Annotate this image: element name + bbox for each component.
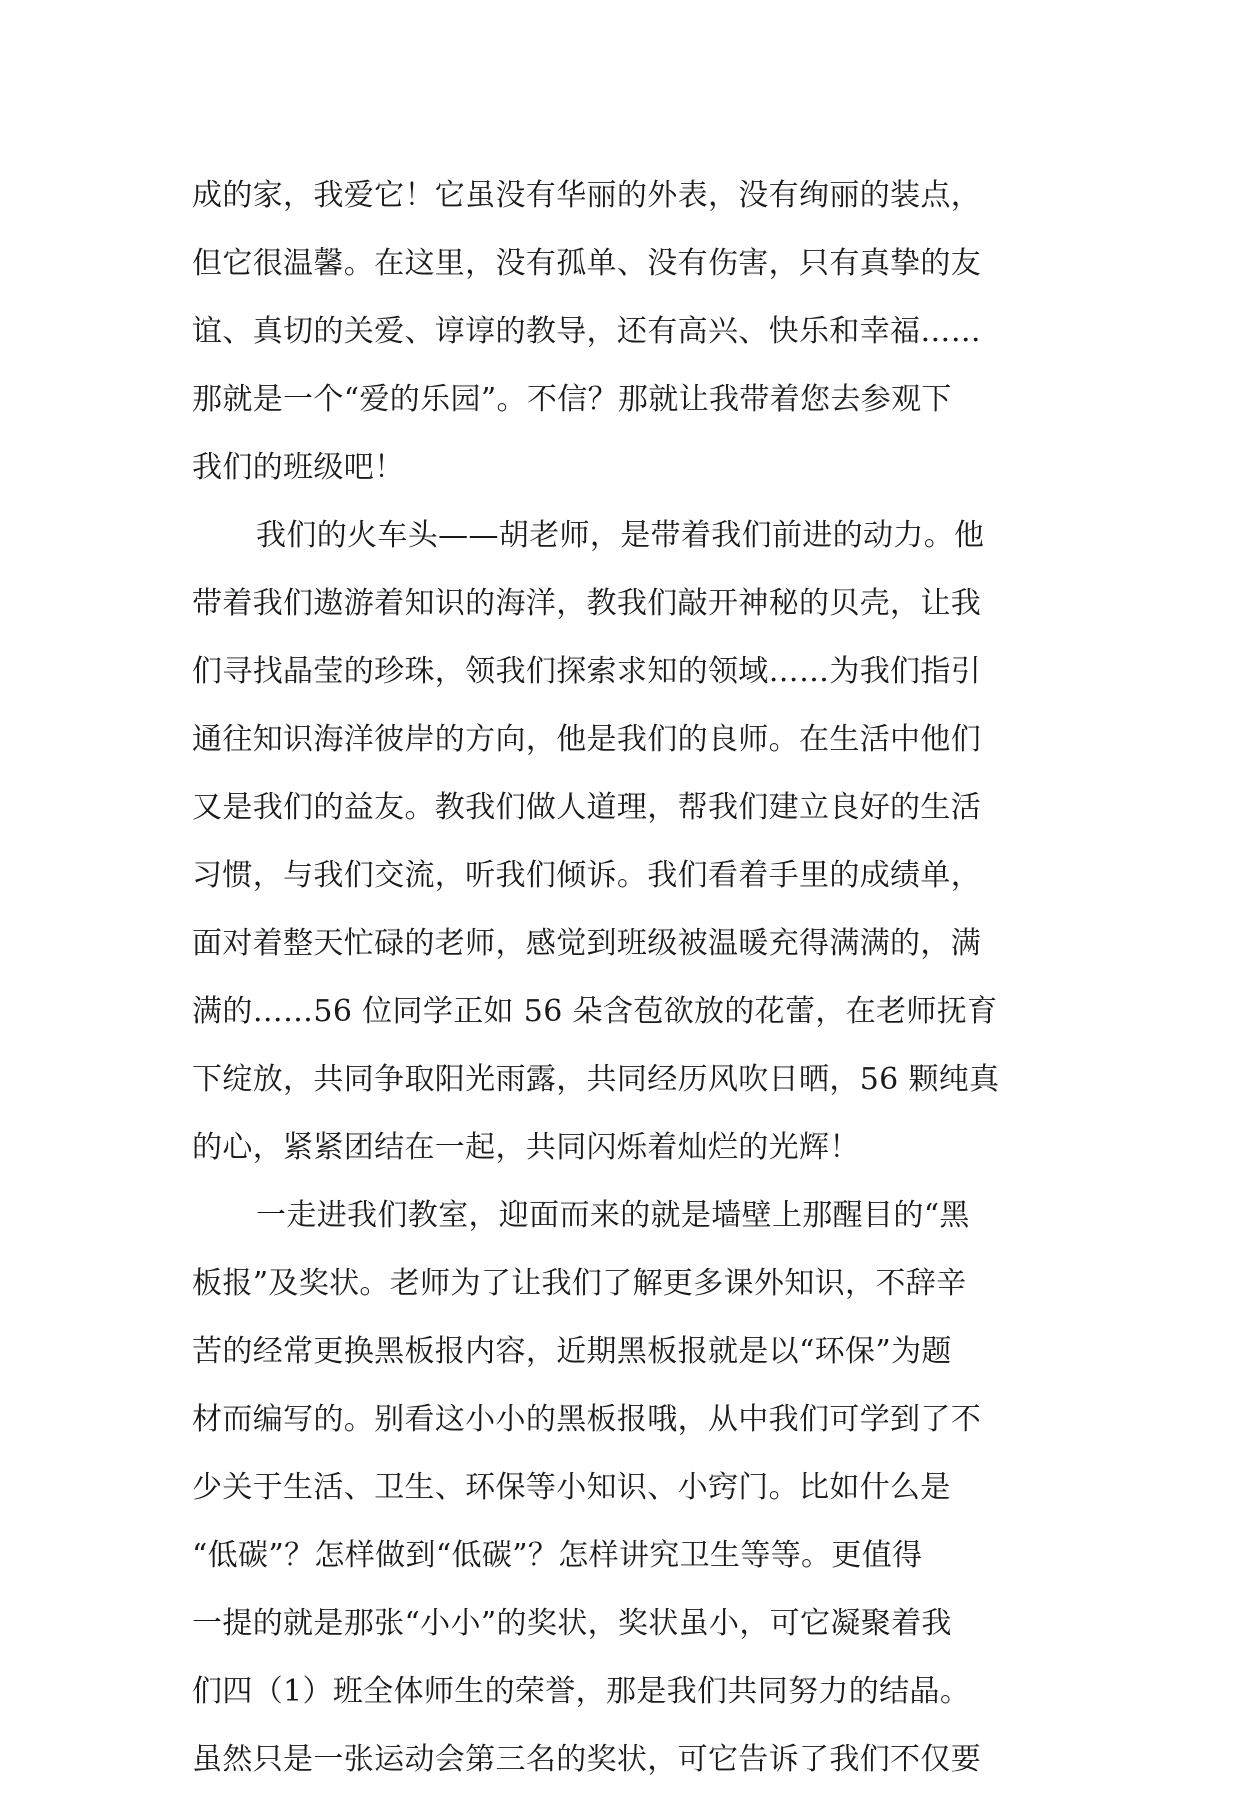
paragraph-2-first-line: 我们的火车头——胡老师，是带着我们前进的动力。他 [256,518,985,553]
paragraph-3-line: “低碳”？怎样做到“低碳”？怎样讲究卫生等等。更值得 [192,1538,923,1573]
paragraph-2-line: 下绽放，共同争取阳光雨露，共同经历风吹日晒，56 颗纯真 [192,1062,1000,1097]
paragraph-3-line: 苦的经常更换黑板报内容，近期黑板报就是以“环保”为题 [192,1334,952,1369]
paragraph-1-line: 谊、真切的关爱、谆谆的教导，还有高兴、快乐和幸福…… [192,314,982,349]
paragraph-3-line: 材而编写的。别看这小小的黑板报哦，从中我们可学到了不 [192,1402,982,1437]
paragraph-1-line: 成的家，我爱它！它虽没有华丽的外表，没有绚丽的装点， [192,178,982,213]
paragraph-2-line: 通往知识海洋彼岸的方向，他是我们的良师。在生活中他们 [192,722,982,757]
paragraph-3-first-line: 一走进我们教室，迎面而来的就是墙壁上那醒目的“黑 [256,1198,970,1233]
paragraph-3-line: 少关于生活、卫生、环保等小知识、小窍门。比如什么是 [192,1470,951,1505]
paragraph-3-line: 一提的就是那张“小小”的奖状，奖状虽小，可它凝聚着我 [192,1606,952,1641]
paragraph-3-line: 板报”及奖状。老师为了让我们了解更多课外知识，不辞辛 [192,1266,967,1301]
paragraph-1-line: 我们的班级吧！ [192,450,405,485]
paragraph-2-line: 满的……56 位同学正如 56 朵含苞欲放的花蕾，在老师抚育 [192,994,998,1029]
paragraph-2-line: 带着我们遨游着知识的海洋，教我们敲开神秘的贝壳，让我 [192,586,982,621]
paragraph-3-line: 们四（1）班全体师生的荣誉，那是我们共同努力的结晶。 [192,1674,971,1709]
paragraph-2-line: 面对着整天忙碌的老师，感觉到班级被温暖充得满满的，满 [192,926,982,961]
paragraph-2-line: 习惯，与我们交流，听我们倾诉。我们看着手里的成绩单， [192,858,982,893]
document-body [192,162,1072,1794]
paragraph-1-line: 那就是一个“爱的乐园”。不信？那就让我带着您去参观下 [192,382,952,417]
paragraph-2-line: 又是我们的益友。教我们做人道理，帮我们建立良好的生活 [192,790,982,825]
paragraph-2-line: 们寻找晶莹的珍珠，领我们探索求知的领域……为我们指引 [192,654,982,689]
paragraph-3-line: 虽然只是一张运动会第三名的奖状，可它告诉了我们不仅要 [192,1742,982,1777]
paragraph-1-line: 但它很温馨。在这里，没有孤单、没有伤害，只有真挚的友 [192,246,982,281]
paragraph-2-line: 的心，紧紧团结在一起，共同闪烁着灿烂的光辉！ [192,1130,860,1165]
